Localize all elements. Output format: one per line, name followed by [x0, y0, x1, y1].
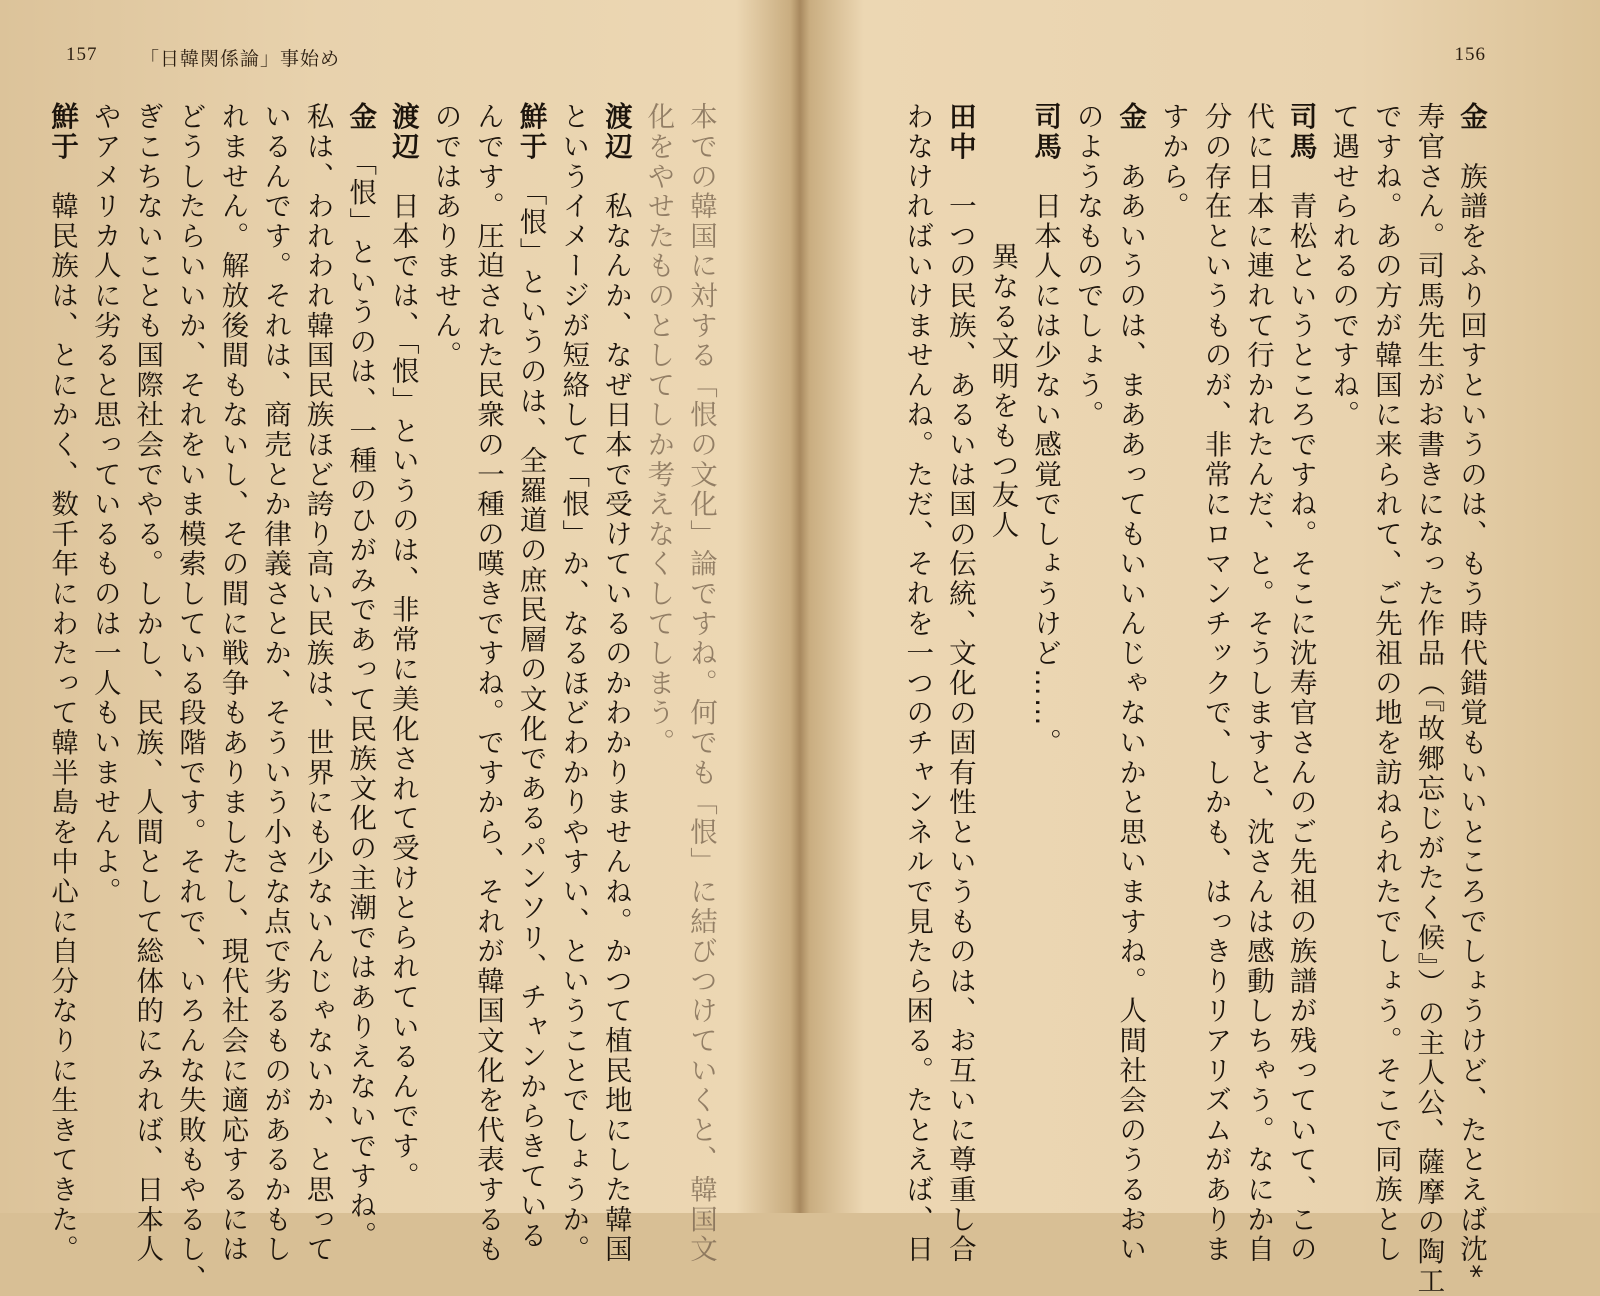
- left-page-text: [41, 102, 723, 1294]
- text-line: て遇せられるのですね。: [1327, 102, 1360, 430]
- speaker-name: 渡辺: [599, 102, 632, 162]
- text-line: 田中 一つの民族、あるいは国の伝統、文化の固有性というものは、お互いに尊重し合: [943, 102, 976, 1265]
- text-line: 鮮于 「恨」というのは、全羅道の庶民層の文化であるパンソリ、チャンからきている: [514, 102, 547, 1251]
- page-number: 157: [66, 44, 98, 65]
- text-line: わなければいけませんね。ただ、それを一つのチャンネルで見たら困る。たとえば、日: [901, 102, 934, 1265]
- right-page: [808, 0, 1600, 1296]
- text-line: いるんです。それは、商売とか律義さとか、そういう小さな点で劣るものがあるかもし: [259, 102, 292, 1265]
- text-line: のではありません。: [429, 102, 462, 371]
- speaker-name: 鮮于: [46, 102, 79, 162]
- text-line: 代に日本に連れて行かれたんだ、と。そうしますと、沈さんは感動しちゃう。なにか自: [1242, 102, 1275, 1265]
- text-line: れません。解放後間もないし、その間に戦争もありましたし、現代社会に適応するには: [216, 102, 249, 1265]
- text-line: 本での韓国に対する「恨の文化」論ですね。何でも「恨」に結びつけていくと、韓国文: [685, 102, 717, 1265]
- text-line: のようなものでしょう。: [1071, 102, 1104, 430]
- text-line: というイメージが短絡して「恨」か、なるほどわかりやすい、ということでしょうか。: [557, 102, 590, 1265]
- text-line: 司馬 青松というところですね。そこに沈寿官さんのご先祖の族譜が残っていて、この: [1284, 102, 1317, 1265]
- text-line: 金 ああいうのは、まああってもいいんじゃないかと思いますね。人間社会のうるおい: [1114, 102, 1147, 1265]
- text-line: 異なる文明をもつ友人: [986, 242, 1019, 540]
- text-line: 化をやせたものとしてしか考えなくしてしまう。: [642, 102, 675, 758]
- text-line: 寿官さん。司馬先生がお書きになった作品（『故郷忘じがたく候』）の主人公、薩摩の陶工: [1412, 102, 1445, 1296]
- speaker-name: 司馬: [1284, 102, 1317, 162]
- speaker-name: 田中: [943, 102, 976, 162]
- speaker-name: 鮮于: [514, 102, 547, 162]
- speaker-name: 渡辺: [386, 102, 419, 162]
- text-line: どうしたらいいか、それをいま模索している段階です。それで、いろんな失敗もやるし、: [173, 102, 206, 1294]
- speaker-name: 司馬: [1029, 102, 1062, 162]
- text-line: やアメリカ人に劣ると思っているものは一人もいませんよ。: [88, 102, 121, 907]
- right-page-text: [896, 102, 1492, 1296]
- text-line: 分の存在というものが、非常にロマンチックで、しかも、はっきりリアリズムがありま: [1199, 102, 1232, 1265]
- text-line: ぎこちないことも国際社会でやる。しかし、民族、人間として総体的にみれば、日本人: [131, 102, 164, 1265]
- running-title: 「日韓関係論」事始め: [140, 48, 341, 70]
- left-page: [0, 0, 792, 1294]
- speaker-name: 金: [344, 102, 377, 132]
- text-line: 私は、われわれ韓国民族ほど誇り高い民族は、世界にも少ないんじゃないか、と思って: [301, 102, 334, 1265]
- text-line: すから。: [1156, 102, 1189, 222]
- text-line: んです。圧迫された民衆の一種の嘆きですね。ですから、それが韓国文化を代表するも: [472, 102, 505, 1265]
- text-line: 司馬 日本人には少ない感覚でしょうけど……。: [1029, 102, 1062, 758]
- speaker-name: 金: [1455, 102, 1487, 132]
- text-line: 渡辺 日本では、「恨」というのは、非常に美化されて受けとられているんです。: [386, 102, 419, 1191]
- page-number: 156: [1454, 44, 1486, 65]
- text-line: 金 族譜をふり回すというのは、もう時代錯覚もいいところでしょうけど、たとえば沈*: [1455, 102, 1487, 1281]
- text-line: 鮮于 韓民族は、とにかく、数千年にわたって韓半島を中心に自分なりに生きてきた。: [46, 102, 79, 1265]
- text-line: 金 「恨」というのは、一種のひがみであって民族文化の主潮ではありえないですね。: [344, 102, 377, 1251]
- speaker-name: 金: [1114, 102, 1147, 132]
- text-line: 渡辺 私なんか、なぜ日本で受けているのかわかりませんね。かつて植民地にした韓国: [599, 102, 632, 1265]
- text-line: ですね。あの方が韓国に来られて、ご先祖の地を訪ねられたでしょう。そこで同族とし: [1369, 102, 1402, 1265]
